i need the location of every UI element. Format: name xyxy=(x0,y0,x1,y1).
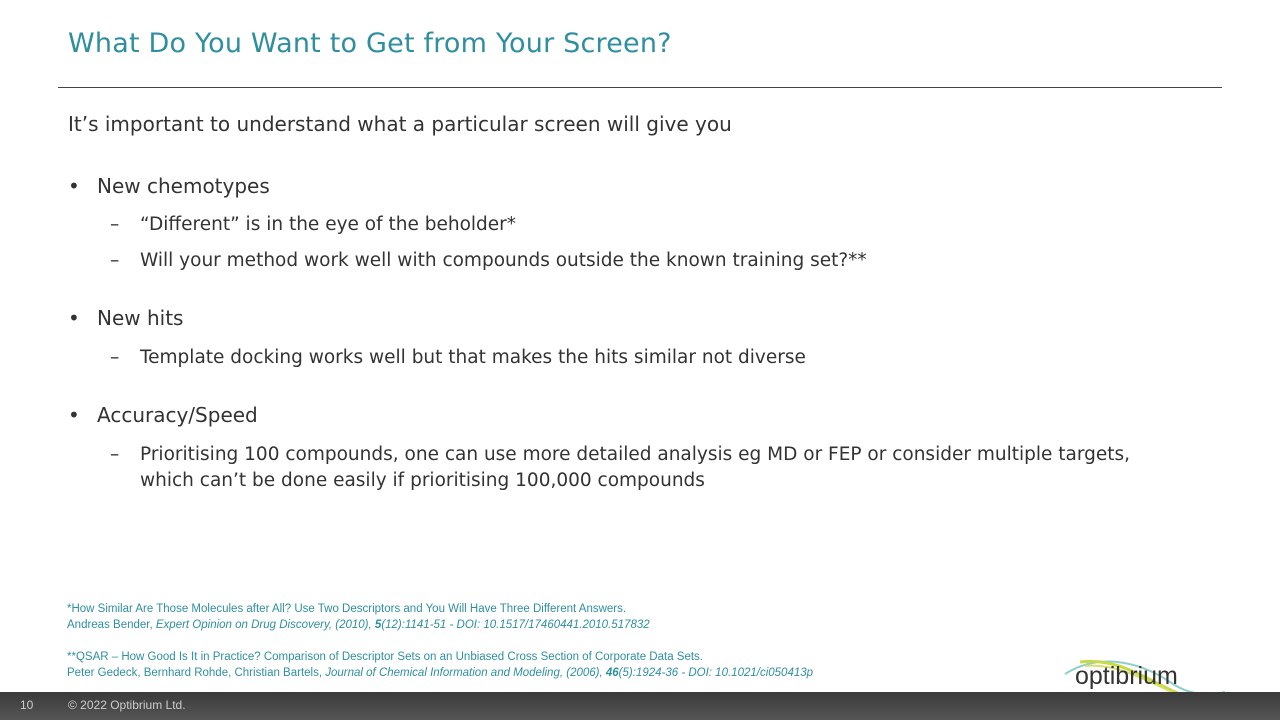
volume: 46 xyxy=(605,667,619,679)
sub-bullet-text: Template docking works well but that makes the hits similar not diverse xyxy=(140,347,806,368)
sub-bullet-text: Will your method work well with compounds outside the known training set?** xyxy=(140,250,867,271)
footnote-2-citation xyxy=(67,667,813,679)
slide-footer xyxy=(0,692,1280,720)
svg-text:optibrium: optibrium xyxy=(1075,662,1178,690)
journal: Journal of Chemical Information and Modeling, (2006), xyxy=(325,667,606,679)
copyright: © 2022 Optibrium Ltd. xyxy=(68,698,186,712)
page-number: 10 xyxy=(20,698,34,712)
authors: Peter Gedeck, Bernhard Rohde, Christian Bartels, xyxy=(67,667,326,679)
sub-bullet-text: Prioritising 100 compounds, one can use more detailed analysis eg MD or FEP or consider multiple targets, xyxy=(140,444,1131,465)
footnote-1-title: *How Similar Are Those Molecules after All? Use Two Descriptors and You Will Have Three Different Answers. xyxy=(67,603,627,615)
title-divider xyxy=(58,87,1222,88)
authors: Andreas Bender, xyxy=(67,619,156,631)
bullet-label: New chemotypes xyxy=(97,174,270,198)
footnote-2-title: **QSAR – How Good Is It in Practice? Comparison of Descriptor Sets on an Unbiased Cross Section of Corporate Data Sets. xyxy=(67,651,703,663)
sub-bullet-text: “Different” is in the eye of the beholder* xyxy=(140,214,517,235)
bullet-label: New hits xyxy=(97,306,184,330)
volume: 5 xyxy=(374,619,382,631)
sub-bullet-text: which can’t be done easily if prioritising 100,000 compounds xyxy=(140,470,705,491)
bullet-label: Accuracy/Speed xyxy=(97,403,258,427)
journal: Expert Opinion on Drug Discovery, (2010), xyxy=(155,619,375,631)
slide-title: What Do You Want to Get from Your Screen? xyxy=(68,28,672,59)
doi: (5):1924-36 - DOI: 10.1021/ci050413p xyxy=(618,667,814,679)
footnote-1-citation xyxy=(67,619,650,631)
intro-text: It’s important to understand what a particular screen will give you xyxy=(68,112,732,136)
doi: (12):1141-51 - DOI: 10.1517/17460441.2010.517832 xyxy=(381,619,650,631)
